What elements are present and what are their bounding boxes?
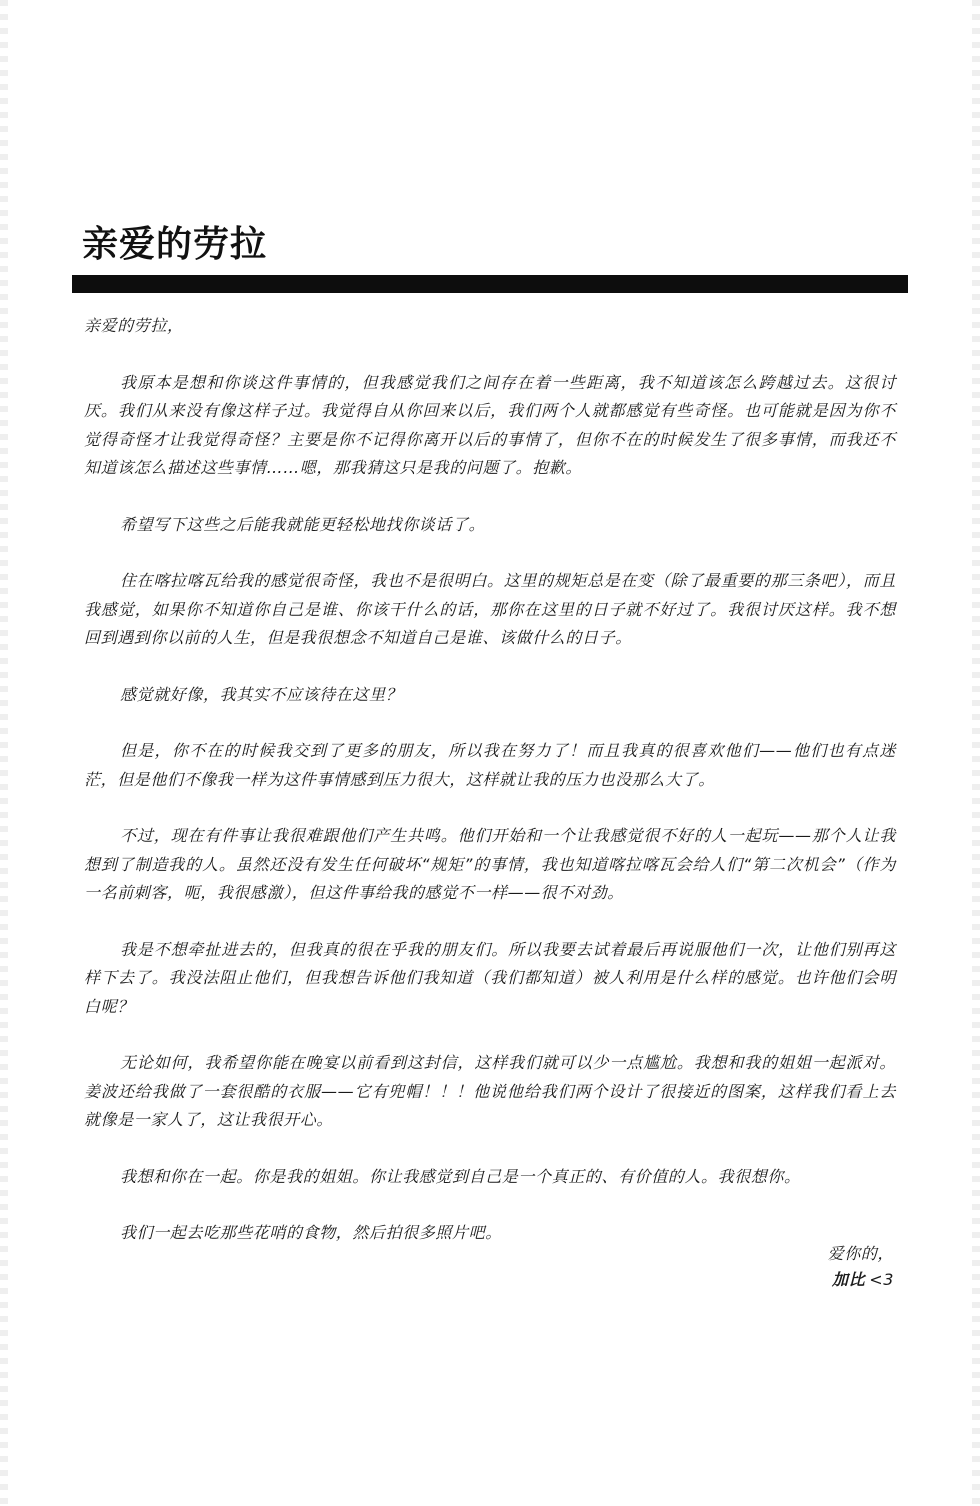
title-divider-bar (72, 275, 908, 293)
letter-paragraph-8: 无论如何，我希望你能在晚宴以前看到这封信，这样我们就可以少一点尴尬。我想和我的姐姐一起派对。姜波还给我做了一套很酷的衣服——它有兜帽！！！他说他给我们两个设计了很接近的图案，这样我们看上去就像是一家人了，这让我很开心。 (84, 1053, 896, 1129)
letter-paragraph-1: 我原本是想和你谈这件事情的，但我感觉我们之间存在着一些距离，我不知道该怎么跨越过去。这很讨厌。我们从来没有像这样子过。我觉得自从你回来以后，我们两个人就都感觉有些奇怪。也可能就是因为你不觉得奇怪才让我觉得奇怪？主要是你不记得你离开以后的事情了，但你不在的时候发生了很多事情，而我还不知道该怎么描述这些事情……嗯，那我猜这只是我的问题了。抱歉。 (84, 372, 896, 477)
page-edge-left (0, 0, 8, 1506)
letter-signature (828, 1267, 894, 1293)
signature-name: 加比 (832, 1270, 866, 1289)
letter-paragraph-9: 我想和你在一起。你是我的姐姐。你让我感觉到自己是一个真正的、有价值的人。我很想你。 (120, 1166, 801, 1186)
signature-heart: <3 (869, 1270, 894, 1289)
letter-salutation: 亲爱的劳拉， (84, 316, 184, 335)
page-edge-right (972, 0, 980, 1506)
letter-paragraph-7: 我是不想牵扯进去的，但我真的很在乎我的朋友们。所以我要去试着最后再说服他们一次，让他们别再这样下去了。我没法阻止他们，但我想告诉他们我知道（我们都知道）被人利用是什么样的感觉。也许他们会明白呢？ (84, 939, 896, 1016)
letter-paragraph-3: 住在喀拉喀瓦给我的感觉很奇怪，我也不是很明白。这里的规矩总是在变（除了最重要的那三条吧），而且我感觉，如果你不知道你自己是谁、你该干什么的话，那你在这里的日子就不好过了。我很讨厌这样。我不想回到遇到你以前的人生，但是我很想念不知道自己是谁、该做什么的日子。 (84, 571, 896, 647)
page-title: 亲爱的劳拉 (82, 224, 268, 265)
letter-signoff (828, 1241, 894, 1293)
letter-paragraph-4: 感觉就好像，我其实不应该待在这里？ (120, 684, 403, 704)
letter-paragraph-10: 我们一起去吃那些花哨的食物，然后拍很多照片吧。 (120, 1223, 502, 1242)
letter-paragraph-5: 但是，你不在的时候我交到了更多的朋友，所以我在努力了！而且我真的很喜欢他们——他们也有点迷茫，但是他们不像我一样为这件事情感到压力很大，这样就让我的压力也没那么大了。 (84, 741, 896, 789)
letter-paragraph-2: 希望写下这些之后能我就能更轻松地找你谈话了。 (120, 514, 486, 534)
letter-body (84, 312, 896, 1276)
letter-closing: 爱你的， (827, 1244, 894, 1263)
letter-paragraph-6: 不过，现在有件事让我很难跟他们产生共鸣。他们开始和一个让我感觉很不好的人一起玩——那个人让我想到了制造我的人。虽然还没有发生任何破坏“规矩”的事情，我也知道喀拉喀瓦会给人们“第二次机会”（作为一名前刺客，呃，我很感激），但这件事给我的感觉不一样——很不对劲。 (84, 826, 896, 902)
